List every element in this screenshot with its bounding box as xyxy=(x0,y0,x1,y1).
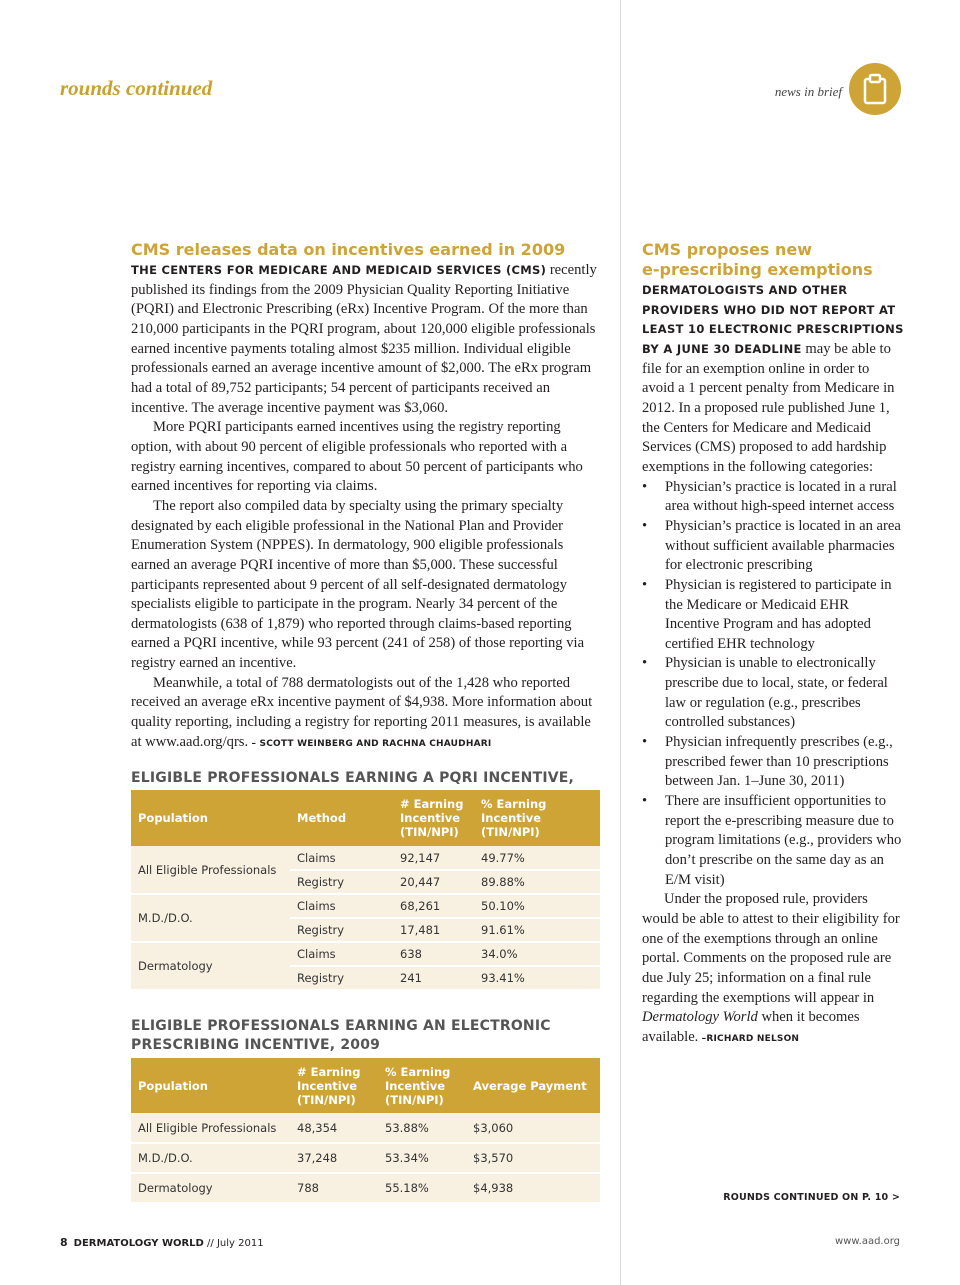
article2-headline xyxy=(642,240,912,280)
magazine-title: Dermatology World xyxy=(642,1009,758,1026)
table2-header-row xyxy=(131,1058,600,1113)
article2-paragraph-2a: Under the proposed rule, providers would be able to attest to their eligibility for one of the exemptions through an online portal. Comments on the proposed rule are due July 25; information on a final rule regarding the exemptions will appear in xyxy=(642,891,900,1006)
news-in-brief-label: news in brief xyxy=(774,84,842,99)
table2-payment-cell: $4,938 xyxy=(466,1173,600,1203)
list-item: • Physician’s practice is located in a rural area without high-speed internet access xyxy=(642,478,904,517)
article2-headline-line1: CMS proposes new xyxy=(642,240,813,259)
article1-byline: – SCOTT WEINBERG AND RACHNA CHAUDHARI xyxy=(248,738,492,749)
table1-method-cell: Claims xyxy=(290,846,393,870)
list-item: • Physician infrequently prescribes (e.g., prescribed fewer than 10 prescriptions between Jan. 1–June 30, 2011) xyxy=(642,733,904,792)
article1-paragraph-1: recently published its findings from the 2009 Physician Quality Reporting Initiative (PQRI) and Electronic Prescribing (eRx) Incentive Program. Of the more than 210,000 participants in the PQRI program, about 120,000 eligible professionals earned incentive payments totaling almost $235 million. Individual eligible professionals earned an average incentive amount of $2,000. The eRx program had a total of 89,752 participants; 54 percent of participants received an incentive. The average incentive payment was $3,060. xyxy=(131,262,597,416)
table-row xyxy=(131,1143,600,1173)
erx-incentive-table xyxy=(131,1058,600,1204)
table1-header-row xyxy=(131,790,600,846)
table2-percent-cell: 53.34% xyxy=(378,1143,466,1173)
clipboard-icon xyxy=(862,73,888,105)
article1-lead-in: THE CENTERS FOR MEDICARE AND MEDICAID SERVICES (CMS) xyxy=(131,263,547,277)
table1-method-cell: Registry xyxy=(290,918,393,942)
table2-title: ELIGIBLE PROFESSIONALS EARNING AN ELECTRONIC PRESCRIBING INCENTIVE, 2009 xyxy=(131,1018,551,1053)
footer-separator: // xyxy=(203,1238,217,1249)
table1-number-cell: 68,261 xyxy=(393,894,474,918)
list-item: • Physician is unable to electronically prescribe due to local, state, or federal law or regulation (e.g., prescribes controlled substances) xyxy=(642,654,904,733)
table1-percent-cell: 49.77% xyxy=(474,846,600,870)
footer-url[interactable]: www.aad.org xyxy=(835,1236,900,1247)
table2-population-cell: Dermatology xyxy=(131,1173,290,1203)
table2-number-cell: 37,248 xyxy=(290,1143,378,1173)
article1-headline: CMS releases data on incentives earned in 2009 xyxy=(131,240,566,259)
table2-header-population: Population xyxy=(131,1058,290,1113)
table2-population-cell: All Eligible Professionals xyxy=(131,1113,290,1143)
table1-population-cell: M.D./D.O. xyxy=(131,894,290,942)
article2-paragraph-1: may be able to file for an exemption online in order to avoid a 1 percent penalty from Medicare in 2012. In a proposed rule published June 1, the Centers for Medicare and Medicaid Services (CMS) proposed to add hardship exemptions in the following categories: xyxy=(642,340,895,475)
table-row xyxy=(131,894,600,918)
table1-method-cell: Claims xyxy=(290,894,393,918)
table-row xyxy=(131,1173,600,1203)
list-item: • Physician is registered to participate in the Medicare or Medicaid EHR Incentive Program and has adopted certified EHR technology xyxy=(642,576,904,655)
footer-left xyxy=(60,1236,264,1249)
table1-method-cell: Claims xyxy=(290,942,393,966)
article1-paragraph-3: The report also compiled data by specialty using the primary specialty designated by each eligible professional in the National Plan and Provider Enumeration System (NPPES). In dermatology, 900 eligible professionals earned an average PQRI incentive of more than $5,000. These successful participants represented about 9 percent of all self-designated dermatology specialists eligible to participate in the program. Nearly 34 percent of the dermatologists (638 of 1,879) who reported through claims-based reporting earned a PQRI incentive, while 93 percent (241 of 258) of those reporting via registry earned an incentive. xyxy=(131,497,585,672)
table2-payment-cell: $3,570 xyxy=(466,1143,600,1173)
table1-population-cell: All Eligible Professionals xyxy=(131,846,290,894)
article2-byline: –RICHARD NELSON xyxy=(698,1033,800,1044)
section-title: rounds continued xyxy=(60,76,213,100)
table1-percent-cell: 89.88% xyxy=(474,870,600,894)
table1-method-cell: Registry xyxy=(290,966,393,990)
table1-number-cell: 17,481 xyxy=(393,918,474,942)
table1-header-number: # Earning Incentive (TIN/NPI) xyxy=(393,790,474,846)
article1-paragraph-4: Meanwhile, a total of 788 dermatologists out of the 1,428 who reported received an average eRx incentive payment of $4,938. More information about quality reporting, including a registry for reporting 2011 measures, is available at www.aad.org/qrs. xyxy=(131,674,593,750)
table1-number-cell: 20,447 xyxy=(393,870,474,894)
news-in-brief-badge xyxy=(849,63,901,115)
table-row xyxy=(131,942,600,966)
list-item: • Physician’s practice is located in an area without sufficient available pharmacies for electronic prescribing xyxy=(642,517,904,576)
page-number: 8 xyxy=(60,1236,68,1249)
table1-header-percent: % Earning Incentive (TIN/NPI) xyxy=(474,790,600,846)
table1-percent-cell: 91.61% xyxy=(474,918,600,942)
table2-percent-cell: 55.18% xyxy=(378,1173,466,1203)
article1-body xyxy=(131,261,601,754)
table-row xyxy=(131,1113,600,1143)
table1-percent-cell: 34.0% xyxy=(474,942,600,966)
column-divider xyxy=(620,0,621,1285)
table1-number-cell: 638 xyxy=(393,942,474,966)
table-row xyxy=(131,846,600,870)
table1-header-population: Population xyxy=(131,790,290,846)
article2-body xyxy=(642,281,904,1050)
article1-paragraph-2: More PQRI participants earned incentives using the registry reporting option, with about 90 percent of eligible professionals who reported with a registry earning incentives, compared to about 50 percent of participants who earned incentives for reporting via claims. xyxy=(131,419,583,495)
article2-lead-in: DERMATOLOGISTS AND OTHER PROVIDERS WHO DID NOT REPORT AT LEAST 10 ELECTRONIC PRESCRIPTIONS BY A JUNE 30 DEADLINE xyxy=(642,283,904,356)
table2-percent-cell: 53.88% xyxy=(378,1113,466,1143)
table2-population-cell: M.D./D.O. xyxy=(131,1143,290,1173)
continued-link[interactable]: ROUNDS CONTINUED ON P. 10 > xyxy=(723,1192,900,1203)
table2-header-number: # Earning Incentive (TIN/NPI) xyxy=(290,1058,378,1113)
footer-date: July 2011 xyxy=(216,1238,264,1249)
table2-header-payment: Average Payment xyxy=(466,1058,600,1113)
exemption-list xyxy=(642,478,904,891)
article2-paragraph-2b: when it becomes available. xyxy=(642,1009,860,1045)
table1-method-cell: Registry xyxy=(290,870,393,894)
table1-population-cell: Dermatology xyxy=(131,942,290,990)
table1-number-cell: 241 xyxy=(393,966,474,990)
table2-payment-cell: $3,060 xyxy=(466,1113,600,1143)
table2-number-cell: 48,354 xyxy=(290,1113,378,1143)
table2-number-cell: 788 xyxy=(290,1173,378,1203)
pqri-incentive-table xyxy=(131,790,600,991)
article2-headline-line2: e-prescribing exemptions xyxy=(642,260,873,279)
table1-number-cell: 92,147 xyxy=(393,846,474,870)
table2-header-percent: % Earning Incentive (TIN/NPI) xyxy=(378,1058,466,1113)
table1-title: ELIGIBLE PROFESSIONALS EARNING A PQRI INCENTIVE, xyxy=(131,770,575,786)
footer-magazine: DERMATOLOGY WORLD xyxy=(73,1238,204,1249)
table1-header-method: Method xyxy=(290,790,393,846)
table1-percent-cell: 50.10% xyxy=(474,894,600,918)
list-item: • There are insufficient opportunities to report the e-prescribing measure due to program limitations (e.g., providers who don’t prescribe on the same day as an E/M visit) xyxy=(642,792,904,890)
table1-percent-cell: 93.41% xyxy=(474,966,600,990)
